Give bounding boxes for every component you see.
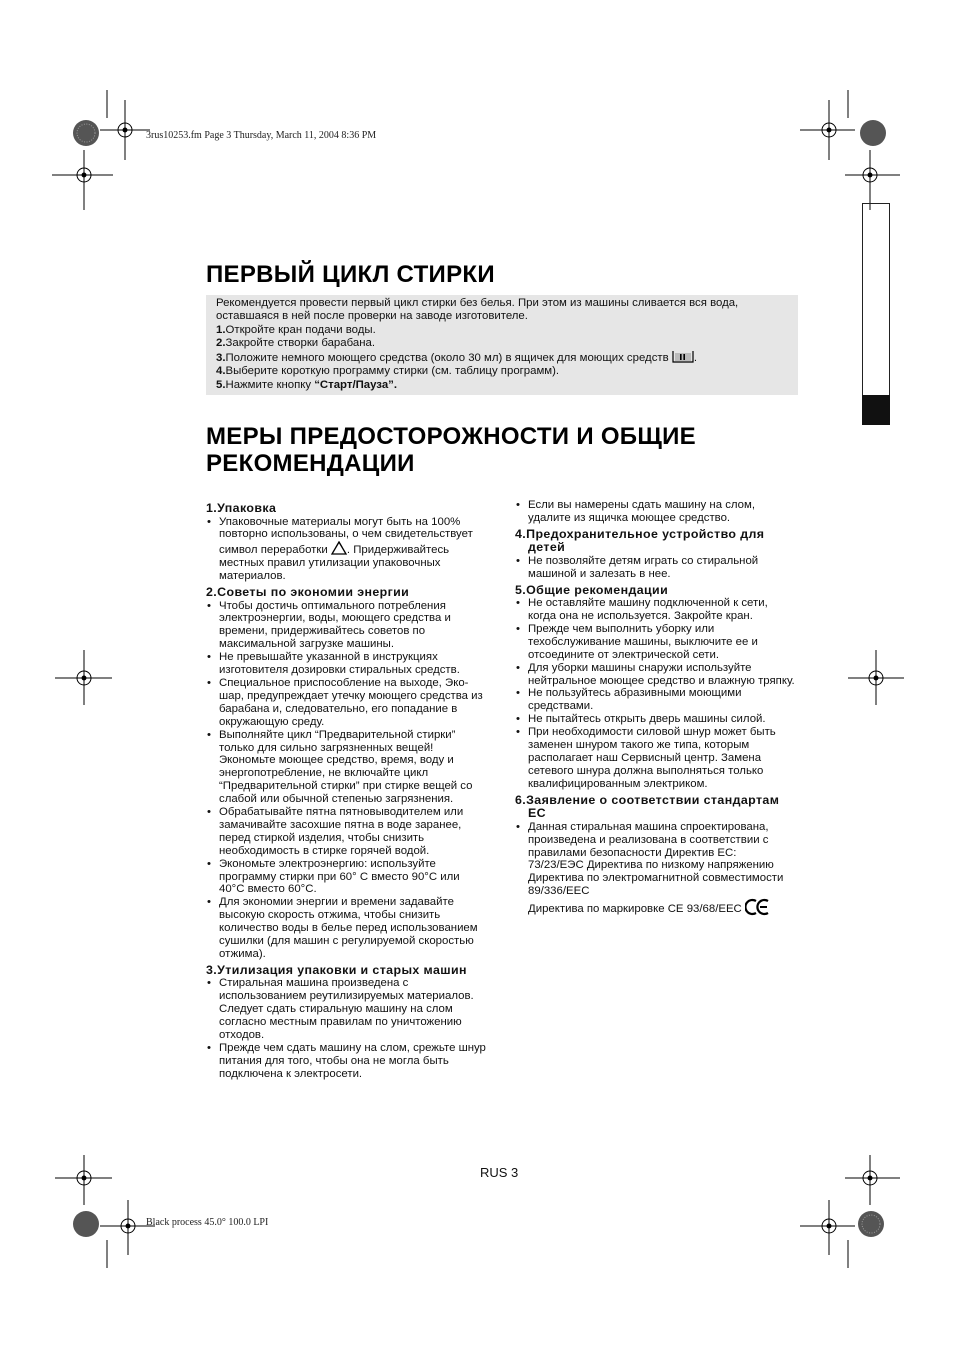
detergent-drawer-icon bbox=[672, 350, 694, 363]
heading-general: 5.Общие рекомендации bbox=[515, 582, 669, 597]
list-item: • Для уборки машины снаружи используйте нейтральное моющее средство и влажную тряпку. bbox=[515, 662, 798, 688]
first-wash-box bbox=[206, 295, 798, 395]
list-item: • Не пытайтесь открыть дверь машины силой. bbox=[515, 713, 798, 726]
list-item: • Не превышайте указанной в инструкциях изготовителя дозировки стиральных средств. bbox=[206, 651, 488, 677]
list-item: • Чтобы достичь оптимального потребления электроэнергии, воды, моющего средства и времени, придерживайтесь советов по максимальной загрузке машины. bbox=[206, 600, 488, 652]
step-5: 5.Нажмите кнопку “Старт/Пауза”. bbox=[216, 378, 398, 391]
list-item: • При необходимости силовой шнур может быть заменен шнуром такого же типа, которым располагает наш Сервисный центр. Замена сетевого шнура должна выполняться только квалифицированным электриком. bbox=[515, 726, 798, 791]
process-info: Black process 45.0° 100.0 LPI bbox=[146, 1217, 269, 1228]
list-item: • Не пользуйтесь абразивными моющими средствами. bbox=[515, 687, 798, 713]
list-item: • Не позволяйте детям играть со стиральной машиной и залезать в нее. bbox=[515, 555, 798, 581]
section1-title: ПЕРВЫЙ ЦИКЛ СТИРКИ bbox=[206, 261, 495, 288]
list-item: • Прежде чем сдать машину на слом, срежьте шнур питания для того, чтобы она не могла быть подключена к электросети. bbox=[206, 1042, 488, 1081]
recycle-icon bbox=[331, 541, 347, 555]
list-item: • Для экономии энергии и времени задавайте высокую скорость отжима, чтобы снизить количество воды в белье перед использованием сушилки (для машин с регулируемой скоростью отжима). bbox=[206, 896, 488, 961]
step-4: 4.Выберите короткую программу стирки (см. таблицу программ). bbox=[216, 365, 560, 378]
step-1: 1.Откройте кран подачи воды. bbox=[216, 323, 376, 336]
step-3: 3.Положите немного моющего средства (около 30 мл) в ящичек для моющих средств . bbox=[216, 352, 697, 365]
heading-packaging: 1.Упаковка bbox=[206, 501, 277, 515]
heading-disposal: 3.Утилизация упаковки и старых машин bbox=[206, 962, 467, 977]
registration-circle-bl bbox=[73, 1211, 99, 1237]
list-item: • Экономьте электроэнергию: используйте программу стирки при 60° C вместо 90°C или 40°C вместо 60°C. bbox=[206, 858, 488, 897]
list-item: • Обрабатывайте пятна пятновыводителем или замачивайте засохшие пятна в воде заранее, перед стиркой изделия, чтобы снизить необходимость в стирке горячей водой. bbox=[206, 806, 488, 858]
list-item: • Упаковочные материалы могут быть на 100% повторно использованы, о чем свидетельствует символ переработки . Придерживайтесь местных правил утилизации упаковочных материалов. bbox=[206, 516, 488, 584]
step-2: 2.Закройте створки барабана. bbox=[216, 336, 375, 349]
list-item: • Стиральная машина произведена с использованием реутилизируемых материалов. Следует сдать стиральную машину на слом согласно местным правилам по уничтожению отходов. bbox=[206, 977, 488, 1042]
list-item: • Выполняйте цикл “Предварительной стирки” только для сильно загрязненных вещей! Экономьте моющее средство, время, воду и энергопотребление, не включайте цикл “Предварительной стирки” при стирке вещей со слабой или обычной степенью загрязнения. bbox=[206, 729, 488, 806]
file-info: 3rus10253.fm Page 3 Thursday, March 11, 2004 8:36 PM bbox=[146, 130, 377, 141]
thumb-tab-outline bbox=[862, 203, 890, 395]
section2-title: МЕРЫ ПРЕДОСТОРОЖНОСТИ И ОБЩИЕ РЕКОМЕНДАЦИИ bbox=[206, 423, 696, 477]
list-item: • Не оставляйте машину подключенной к сети, когда она не используется. Закройте кран. bbox=[515, 597, 798, 623]
left-column bbox=[206, 499, 488, 1081]
list-item: • Специальное приспособление на выходе, Эко-шар, предупреждает утечку моющего средства из барабана и, следовательно, его попадание в окружающую среду. bbox=[206, 677, 488, 729]
right-column bbox=[515, 499, 798, 916]
list-item: • Данная стиральная машина спроектирована, произведена и реализована в соответствии с правилами безопасности Директив ЕС: 73/23/ЕЭС Директива по низкому напряжению Директива по электромагнитной совместимости 89/336/EEC Директива по маркировке CE 93/68/EEC bbox=[515, 821, 798, 916]
heading-ec-declaration: 6.Заявление о соответствии стандартам EC bbox=[515, 792, 780, 821]
heading-child-safety: 4.Предохранительное устройство для детей bbox=[515, 526, 765, 555]
page-number: RUS 3 bbox=[480, 1165, 519, 1180]
thumb-tab-marker bbox=[862, 395, 890, 425]
intro-text: Рекомендуется провести первый цикл стирки без белья. При этом из машины сливается вся вода, оставшаяся в ней после проверки на заводе изготовителе. bbox=[216, 297, 739, 323]
heading-energy: 2.Советы по экономии энергии bbox=[206, 585, 410, 600]
list-item: • Прежде чем выполнить уборку или техобслуживание машины, выключите ее и отсоедините от электрической сети. bbox=[515, 623, 798, 662]
ce-mark-icon bbox=[745, 898, 771, 916]
list-item: • Если вы намерены сдать машину на слом, удалите из ящичка моющее средство. bbox=[515, 499, 798, 525]
registration-circle-tr bbox=[860, 120, 886, 146]
